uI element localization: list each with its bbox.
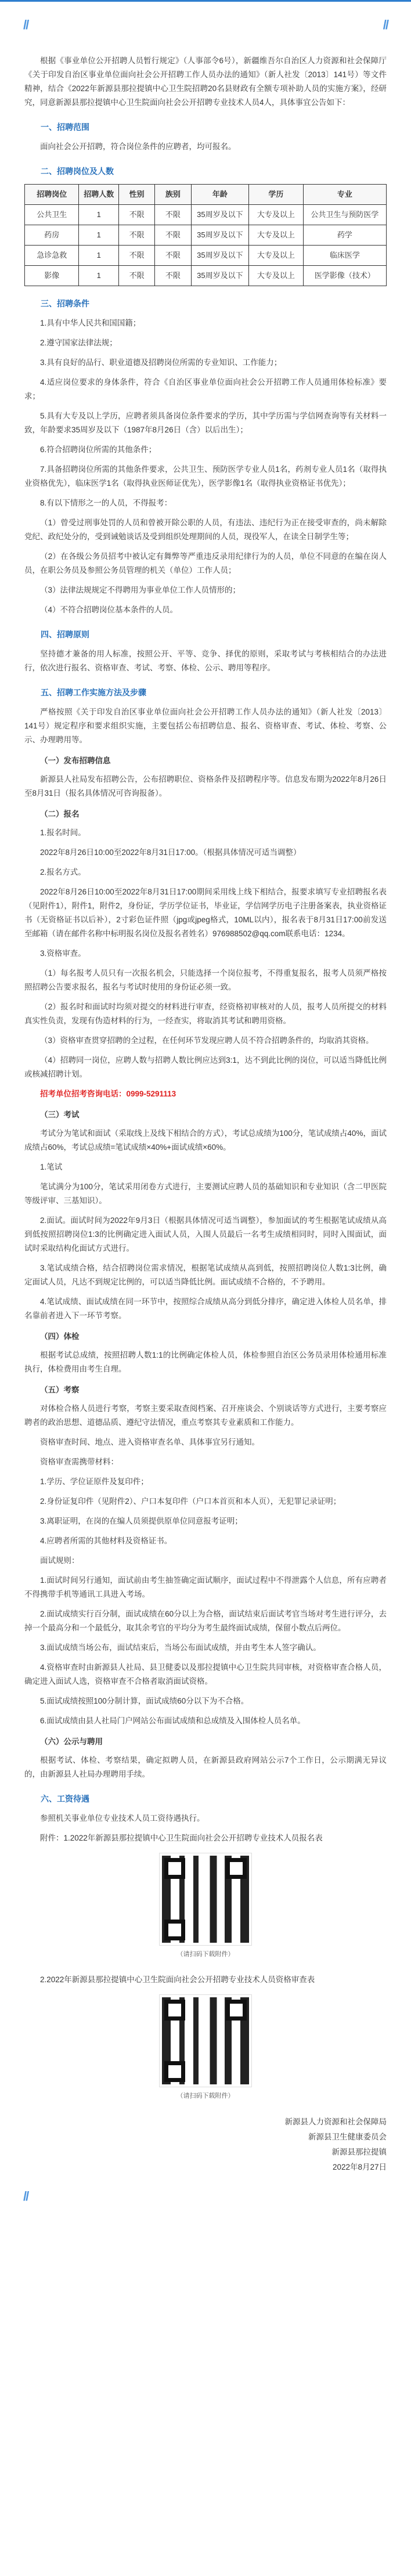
exclusion-item: （1）曾受过刑事处罚的人员和曾被开除公职的人员，有违法、违纪行为正在接受审查的，尚未解除党纪、政纪处分的，受到诫勉谈话及受到组织处理期间的人员，现役军人，在读全日制学生等； [24, 518, 387, 541]
table-header-cell: 招聘岗位 [25, 185, 79, 205]
table-cell: 药房 [25, 225, 79, 246]
table-cell: 不限 [118, 225, 154, 246]
table-cell: 大专及以上 [249, 205, 303, 225]
material-item: 1.学历、学位证原件及复印件； [40, 1477, 149, 1486]
table-header-cell: 族别 [155, 185, 191, 205]
publicity-text: 根据考试、体检、考察结果，确定拟聘人员，在新源县政府网站公示7个工作日，公示期满无异议的，由新源县人社局办理聘用手续。 [24, 1756, 387, 1778]
table-cell: 35周岁及以下 [191, 246, 249, 266]
article-body [17, 48, 394, 2181]
interview-rule: 4.资格审查时由新源县人社局、县卫健委以及那拉提镇中心卫生院共同审核，对资格审查合格人员，确定进入面试人选，资格审查不合格者取消面试资格。 [24, 1663, 387, 1686]
intro-paragraph: 根据《事业单位公开招聘人员暂行规定》（人事部令6号），新疆维吾尔自治区人力资源和社会保障厅《关于印发自治区事业单位面向社会公开招聘工作人员办法的通知》（新人社发〔2013〕141号）等文件精神，结合《2022年新源县那拉提镇中心卫生院招聘20名县财政有全额专项补助人员的实施方案》，经研究，同意新源县那拉提镇中心卫生院面向社会公开招聘专业技术人员4人，具体事宜公告如下： [24, 56, 387, 107]
qr-code-2-caption: （请扫码下载附件） [176, 2092, 235, 2099]
qualification-review-heading: 3.资格审查。 [40, 949, 86, 958]
condition-item: 5.具有大专及以上学历，应聘者须具备岗位条件要求的学历，其中学历需与学信网查询等有关材料一致，年龄要求35周岁及以下（1987年8月26日（含）以后出生）； [24, 412, 387, 434]
interview-rule: 3.面试成绩当场公布，面试结束后，当场公布面试成绩，并由考生本人签字确认。 [40, 1643, 321, 1652]
condition-item: 7.具备招聘岗位所需的其他条件要求，公共卫生、预防医学专业人员1名，药剂专业人员1名（取得执业资格优先），临床医学1名（取得执业医师证优先），医学影像1名（取得执业资格证书优先）； [24, 465, 387, 488]
table-cell: 不限 [155, 266, 191, 286]
registration-time: 2022年8月26日10:00至2022年8月31日17:00。（根据具体情况可适当调整） [40, 848, 301, 857]
issue-date: 2022年8月27日 [332, 2163, 387, 2171]
interview-rules-heading: 面试规则： [40, 1556, 80, 1565]
section-5-title: 五、招聘工作实施方法及步骤 [41, 688, 146, 697]
exam-overview: 考试分为笔试和面试（采取线上及线下相结合的方式），考试总成绩为100分，笔试成绩占40%，面试成绩占60%，考试总成绩=笔试成绩×40%+面试成绩×60%。 [24, 1129, 387, 1152]
step-4-title: （四）体检 [40, 1332, 80, 1341]
registration-time-heading: 1.报名时间。 [40, 828, 86, 837]
written-exam-heading: 1.笔试 [40, 1163, 63, 1171]
table-cell: 35周岁及以下 [191, 205, 249, 225]
table-cell: 不限 [118, 246, 154, 266]
step-1-text: 新源县人社局发布招聘公告，公布招聘职位、资格条件及招聘程序等。信息发布期为2022年8月26日至8月31日（报名具体情况可咨询报备）。 [24, 775, 387, 798]
condition-item: 8.有以下情形之一的人员，不得报考： [40, 499, 172, 507]
consult-phone: 招考单位招考咨询电话：0999-5291113 [40, 1089, 176, 1098]
registration-method-heading: 2.报名方式。 [40, 868, 86, 876]
attachment-1-link[interactable]: 附件：1.2022年新源县那拉提镇中心卫生院面向社会公开招聘专业技术人员报名表 [40, 1834, 323, 1842]
step-1-title: （一）发布招聘信息 [40, 756, 111, 765]
qr-code-1[interactable] [160, 1853, 251, 1945]
table-header-row [25, 185, 387, 205]
ranking-text: 4.笔试成绩、面试成绩在同一环节中，按照综合成绩从高分到低分排序，确定进入体检人员名单，排名靠前者进入下一环节考察。 [24, 1297, 387, 1320]
table-cell: 影像 [25, 266, 79, 286]
table-header-cell: 招聘人数 [79, 185, 119, 205]
condition-item: 1.具有中华人民共和国国籍； [40, 319, 141, 327]
material-item: 3.离职证明，在岗的在编人员须提供原单位同意报考证明； [40, 1517, 243, 1525]
table-cell: 公共卫生 [25, 205, 79, 225]
table-row [25, 225, 387, 246]
materials-heading: 资格审查需携带材料： [40, 1457, 118, 1466]
inspection-text: 对体检合格人员进行考察，考察主要采取查阅档案、召开座谈会、个别谈话等方式进行，主要考察应聘者的政治思想、道德品质、遵纪守法情况，重点考察其专业素质和工作能力。 [24, 1404, 387, 1427]
table-cell: 不限 [118, 205, 154, 225]
registration-method: 2022年8月26日10:00至2022年8月31日17:00期间采用线上线下相结合，报要求填写专业招聘报名表（见附件1），附件1，附件2，身份证，学历学位证书，毕业证，学信网学历电子注册备案表，执业资格证书（无资格证书以后补），2寸彩色证件照（jpg或jpeg格式，10ML以内），报名表于8月31日17:00前发送至邮箱（请在邮件名称中标明报名岗位及报名者姓名）976988502@qq.com联系电话：1234。 [24, 887, 387, 938]
interview-rule: 2.面试成绩实行百分制，面试成绩在60分以上为合格，面试结束后面试考官当场对考生进行评分，去掉一个最高分和一个最低分，取其余考官的平均分为考生最终面试成绩，保留小数点后两位。 [24, 1610, 387, 1632]
slash-decoration-left: // [23, 17, 28, 32]
material-item: 4.应聘者所需的其他材料及资格证书。 [40, 1536, 172, 1545]
interview-text: 2.面试。面试时间为2022年9月3日（根据具体情况可适当调整），参加面试的考生根据笔试成绩从高到低按照招聘岗位1:3的比例确定进入面试人员，入围人员最后一名考生成绩相同时，同时入围面试，面试时采取结构化面试方式进行。 [24, 1216, 387, 1253]
table-cell: 公共卫生与预防医学 [303, 205, 386, 225]
interview-rule: 5.面试成绩按照100分制计算，面试成绩60分以下为不合格。 [40, 1697, 249, 1705]
table-row [25, 266, 387, 286]
positions-table [24, 184, 387, 286]
table-row [25, 205, 387, 225]
step-3-title: （三）考试 [40, 1110, 80, 1119]
table-cell: 急诊急救 [25, 246, 79, 266]
step-6-title: （六）公示与聘用 [40, 1737, 103, 1746]
written-exam-text: 笔试满分为100分，笔试采用闭卷方式进行，主要测试应聘人员的基础知识和专业知识（含二甲医院等级评审、三基知识）。 [24, 1182, 387, 1205]
exclusion-item: （4）不符合招聘岗位基本条件的人员。 [40, 605, 178, 614]
salary-text: 参照机关事业单位专业技术人员工资待遇执行。 [40, 1814, 205, 1823]
table-cell: 不限 [155, 246, 191, 266]
table-cell: 1 [79, 225, 119, 246]
exclusion-item: （3）法律法规规定不得聘用为事业单位工作人员情形的； [40, 586, 241, 594]
section-1-text: 面向社会公开招聘，符合岗位条件的应聘者，均可报名。 [40, 142, 236, 151]
exclusion-item: （2）在各级公务员招考中被认定有舞弊等严重违反录用纪律行为的人员，单位不同意的在编在岗人员，在职公务员及参照公务员管理的机关（单位）工作人员； [24, 552, 387, 575]
table-cell: 大专及以上 [249, 246, 303, 266]
table-header-cell: 专业 [303, 185, 386, 205]
section-4-title: 四、招聘原则 [41, 630, 89, 639]
table-header-cell: 性别 [118, 185, 154, 205]
signature-block [24, 2115, 387, 2175]
condition-item: 6.符合招聘岗位所需的其他条件； [40, 445, 157, 454]
table-cell: 35周岁及以下 [191, 266, 249, 286]
condition-item: 2.遵守国家法律法规； [40, 338, 117, 347]
section-4-text: 坚持德才兼备的用人标准，按照公开、平等、竞争、择优的原则，采取考试与考核相结合的办法进行，依次进行报名、资格审查、考试、考察、体检、公示、聘用等程序。 [24, 650, 387, 672]
section-6-title: 六、工资待遇 [41, 1794, 89, 1803]
qr-code-1-block [24, 1853, 387, 1959]
material-item: 2.身份证复印件（见附件2）、户口本复印件（户口本首页和本人页），无犯罪记录证明； [40, 1497, 341, 1506]
inspection-notice: 资格审查时间、地点、进入资格审查名单、具体事宜另行通知。 [40, 1438, 259, 1446]
qualification-review-2: （2）报名时和面试时均须对提交的材料进行审查，经资格初审核对的人员，报考人员所提交的材料真实性负责，发现有伪造材料的行为，一经查实，将取消其考试和聘用资格。 [24, 1002, 387, 1025]
table-cell: 35周岁及以下 [191, 225, 249, 246]
section-3-title: 三、招聘条件 [41, 299, 89, 308]
step-5-title: （五）考察 [40, 1386, 80, 1394]
section-1-title: 一、招聘范围 [41, 122, 89, 132]
condition-item: 4.适应岗位要求的身体条件，符合《自治区事业单位面向社会公开招聘工作人员通用体检标准》要求； [24, 378, 387, 401]
issuing-org-2: 新源县卫生健康委员会 [308, 2133, 387, 2141]
table-cell: 药学 [303, 225, 386, 246]
interview-rule: 6.面试成绩由县人社局门户网站公布面试成绩和总成绩及入围体检人员名单。 [40, 1716, 305, 1725]
table-cell: 临床医学 [303, 246, 386, 266]
interview-ratio-text: 3.笔试成绩合格，结合招聘岗位需求情况，根据笔试成绩从高到低，按照招聘岗位人数1:3比例，确定面试人员，凡达不到规定比例的，可以适当降低比例。面试成绩不合格的，不予聘用。 [24, 1264, 387, 1286]
qr-code-2-block [24, 1995, 387, 2101]
step-2-title: （二）报名 [40, 810, 80, 818]
table-cell: 1 [79, 266, 119, 286]
bottom-decoration [0, 2181, 411, 2204]
table-cell: 1 [79, 246, 119, 266]
table-header-cell: 年龄 [191, 185, 249, 205]
qualification-review-1: （1）每名报考人员只有一次报名机会，只能选择一个岗位报考，不得重复报名，报考人员须严格按照招聘公告要求报名，报名与考试时使用的身份证必须一致。 [24, 969, 387, 991]
table-cell: 1 [79, 205, 119, 225]
table-cell: 大专及以上 [249, 266, 303, 286]
section-5-intro: 严格按照《关于印发自治区事业单位面向社会公开招聘工作人员办法的通知》（新人社发〔2013〕141号）规定程序和要求组织实施，主要包括公布招聘信息、报名、资格审查、考试、体检、考察、公示、办理聘用等。 [24, 708, 387, 744]
physical-exam-text: 根据考试总成绩，按照招聘人数1:1的比例确定体检人员，体检参照自治区公务员录用体检通用标准执行，体检费用由考生自理。 [24, 1351, 387, 1373]
slash-decoration-bottom: // [23, 2189, 28, 2203]
table-row [25, 246, 387, 266]
issuing-org-3: 新源县那拉提镇 [331, 2148, 387, 2156]
section-2-title: 二、招聘岗位及人数 [41, 167, 114, 176]
attachment-2-link[interactable]: 2.2022年新源县那拉提镇中心卫生院面向社会公开招聘专业技术人员资格审查表 [40, 1975, 315, 1984]
top-decoration [0, 2, 411, 48]
issuing-org-1: 新源县人力资源和社会保障局 [284, 2117, 387, 2126]
table-cell: 不限 [155, 205, 191, 225]
condition-item: 3.具有良好的品行、职业道德及招聘岗位所需的专业知识、工作能力； [40, 358, 282, 367]
table-cell: 不限 [118, 266, 154, 286]
qr-code-2[interactable] [160, 1995, 251, 2087]
qualification-review-4: （4）招聘同一岗位，应聘人数与招聘人数比例应达到3:1，达不到此比例的岗位，可以适当降低比例或核减招聘计划。 [24, 1056, 387, 1078]
interview-rule: 1.面试时间另行通知，面试前由考生抽签确定面试顺序，面试过程中不得泄露个人信息，所有应聘者不得携带手机等通讯工具进入考场。 [24, 1576, 387, 1599]
table-header-cell: 学历 [249, 185, 303, 205]
qualification-review-3: （3）资格审查贯穿招聘的全过程，在任何环节发现应聘人员不符合招聘条件的，均取消其资格。 [40, 1036, 374, 1045]
slash-decoration-right: // [383, 17, 388, 32]
table-cell: 不限 [155, 225, 191, 246]
qr-code-1-caption: （请扫码下载附件） [176, 1951, 235, 1958]
table-cell: 大专及以上 [249, 225, 303, 246]
table-cell: 医学影像（技术） [303, 266, 386, 286]
